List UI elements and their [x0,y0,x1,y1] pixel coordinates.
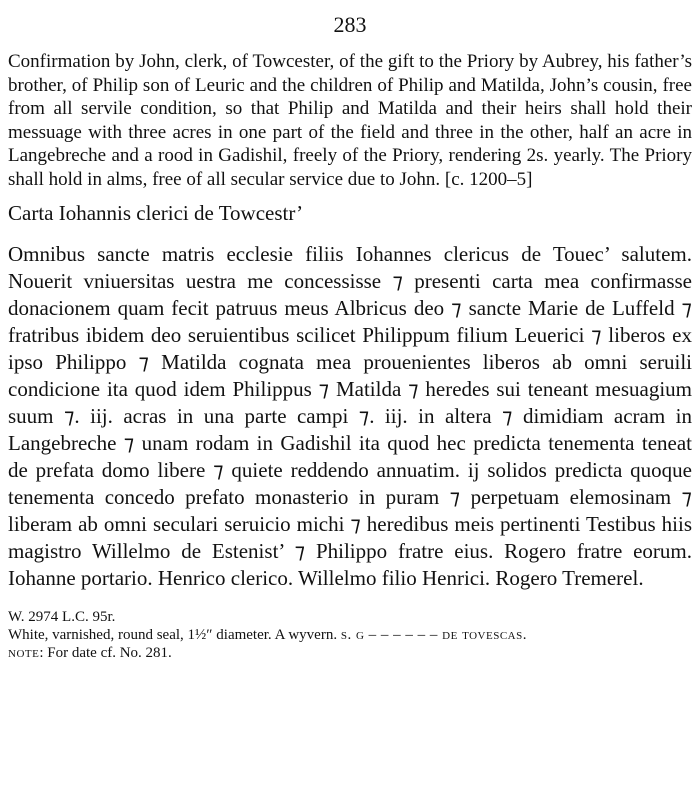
note-text: : For date cf. No. 281. [39,645,172,661]
seal-description: White, varnished, round seal, 1½″ diameter. A wyvern. [8,627,338,643]
page-number: 283 [333,12,367,37]
footnotes [8,608,692,662]
note-label: note [8,645,40,661]
document-page [8,12,692,662]
footnote-note [8,644,692,662]
summary-date: [c. 1200–5] [444,168,533,190]
footnote-reference: W. 2974 L.C. 95r. [8,609,116,625]
charter-summary [8,50,692,191]
seal-legend: s. g – – – – – – de tovescas. [340,627,527,643]
charter-heading: Carta Iohannis clerici de Towcestr’ [8,201,304,225]
charter-text: Omnibus sancte matris ecclesie filiis Iohannes clericus de Touec’ salutem. Nouerit vniuersitas uestra me concessisse ⁊ presenti carta mea confirmasse donacionem quam fecit patruus meus Albricus deo ⁊ sancte Marie de Luffeld ⁊ fratribus ibidem deo seruientibus scilicet Philippum filium Leuerici ⁊ liberos ex ipso Philippo ⁊ Matilda cognata mea prouenientes liberos ab omni seruili condicione ita quod idem Philippus ⁊ Matilda ⁊ heredes sui teneant mesuagium suum ⁊. iij. acras in una parte campi ⁊. iij. in altera ⁊ dimidiam acram in Langebreche ⁊ unam rodam in Gadishil ita quod hec predicta tenementa teneat de prefata domo libere ⁊ quiete reddendo annuatim. ij solidos predicta quoque tenementa concedo prefato monasterio in puram ⁊ perpetuam elemosinam ⁊ liberam ab omni seculari seruicio michi ⁊ heredibus meis pertinenti Testibus hiis magistro Willelmo de Estenist’ ⁊ Philippo fratre eius. Rogero fratre eorum. Iohanne portario. Henrico clerico. Willelmo filio Henrici. Rogero Tremerel. [8,242,692,590]
summary-text: Confirmation by John, clerk, of Towcester, of the gift to the Priory by Aubrey, his father’s brother, of Philip son of Leuric and the children of Philip and Matilda, John’s cousin, free from all servile condition, so that Philip and Matilda and their heirs shall hold their messuage with three acres in one part of the field and three in the other, half an acre in Langebreche and a rood in Gadishil, freely of the Priory, rendering 2s. yearly. The Priory shall hold in alms, free of all secular service due to John. [8,51,692,190]
footnote-seal [8,626,692,644]
